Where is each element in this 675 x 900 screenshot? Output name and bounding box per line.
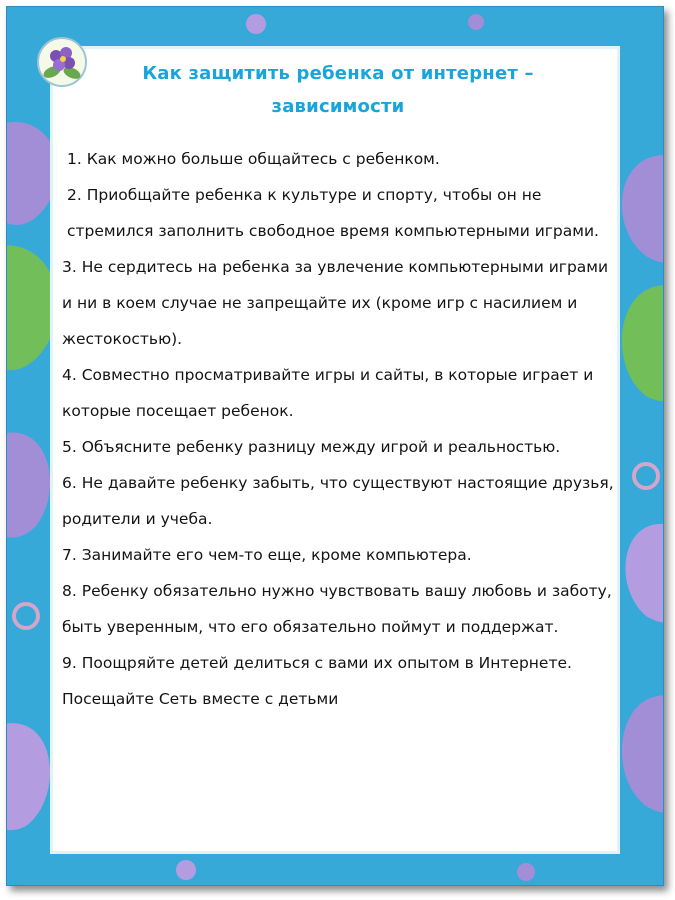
title-line-1: Как защитить ребенка от интернет – <box>142 63 534 84</box>
purple-swirl-decoration <box>625 524 664 622</box>
dot-decoration <box>14 604 38 628</box>
purple-swirl-decoration <box>622 695 664 812</box>
list-item: 1. Как можно больше общайтесь с ребенком. <box>67 150 440 168</box>
purple-swirl-decoration <box>622 155 664 262</box>
tips-list <box>62 141 614 717</box>
dot-decoration <box>246 14 266 34</box>
dot-decoration <box>176 860 196 880</box>
content-sheet <box>50 46 620 854</box>
list-item: 4. Совместно просматривайте игры и сайты, в которые играет и которые посещает ребенок. <box>62 366 594 420</box>
violet-flower-icon <box>36 36 88 88</box>
poster-title <box>53 57 623 123</box>
list-item: 6. Не давайте ребенку забыть, что существуют настоящие друзья, родители и учеба. <box>62 474 614 528</box>
title-line-2: зависимости <box>271 96 405 117</box>
dot-decoration <box>634 464 658 488</box>
purple-swirl-decoration <box>6 723 50 830</box>
green-leaf-decoration <box>622 285 664 401</box>
list-item: 2. Приобщайте ребенка к культуре и спорту, чтобы он не стремился заполнить свободное время компьютерными играми. <box>67 186 599 240</box>
purple-swirl-decoration <box>6 432 50 537</box>
list-item: 8. Ребенку обязательно нужно чувствовать вашу любовь и заботу, быть уверенным, что его обязательно поймут и поддержат. <box>62 582 612 636</box>
list-item: 9. Поощряйте детей делиться с вами их опытом в Интернете. Посещайте Сеть вместе с детьми <box>62 654 572 708</box>
list-item: 7. Занимайте его чем-то еще, кроме компьютера. <box>62 546 472 564</box>
poster-frame <box>6 6 664 886</box>
list-item: 3. Не сердитесь на ребенка за увлечение компьютерными играми и ни в коем случае не запрещайте их (кроме игр с насилием и жестокостью). <box>62 258 609 348</box>
list-item: 5. Объясните ребенку разницу между игрой и реальностью. <box>62 438 561 456</box>
dot-decoration <box>517 863 535 881</box>
dot-decoration <box>468 14 484 30</box>
